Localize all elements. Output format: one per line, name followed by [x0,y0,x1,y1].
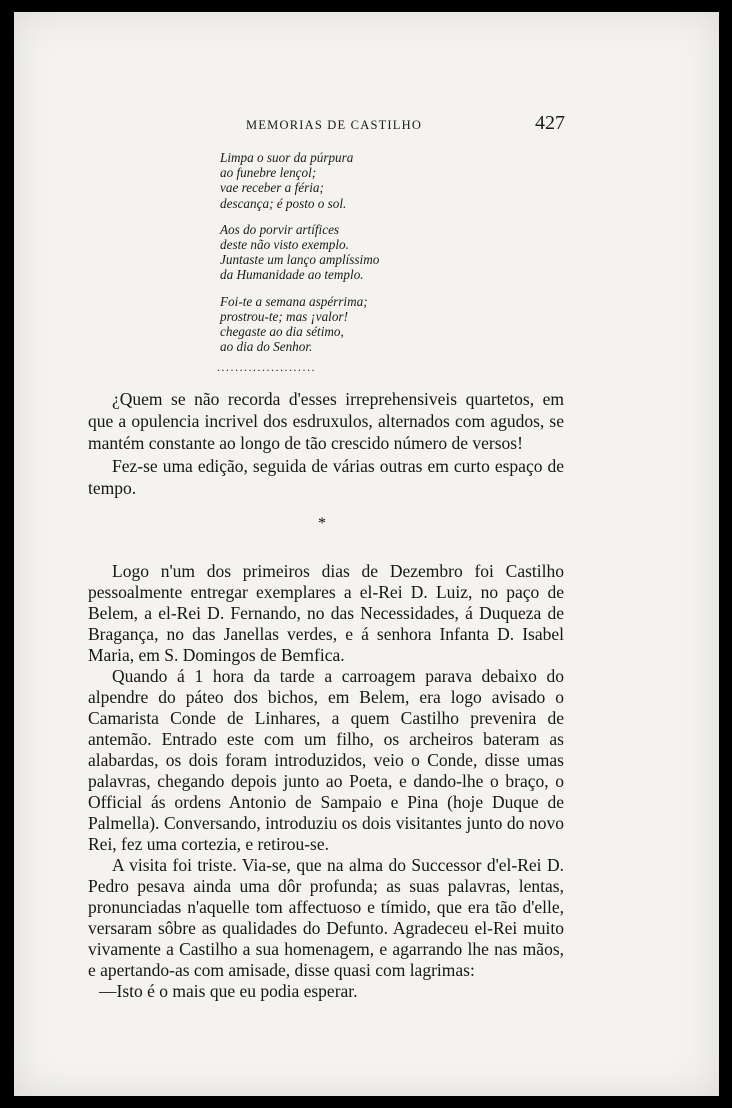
poem-line: Foi-te a semana aspérrima; [220,293,368,309]
poem-line: Aos do porvir artífices [220,221,340,237]
paragraph: Fez-se uma edição, seguida de várias outras em curto espaço de tempo. [88,455,564,498]
poem [220,150,440,365]
poem-line: Juntaste um lanço amplíssimo [220,252,380,268]
section-separator: * [318,515,326,532]
page-header [0,112,732,138]
poem-stanza [220,222,440,283]
poem-line: chegaste ao dia sétimo, [220,324,344,340]
paragraph: A visita foi triste. Via-se, que na alma do Successor d'el-Rei D. Pedro pesava ainda uma dôr profunda; as suas palavras, lentas, pronunciadas n'aquelle tom affectuoso e tímido, que era tão d'elle, versaram sôbre as qualidades do Defunto. Agradeceu el-Rei muito vivamente a Castilho a sua homenagem, e agarrando lhe nas mãos, e apertando-as com amisade, disse quasi com lagrimas: [88,855,564,980]
poem-line: vae receber a féria; [220,180,324,196]
poem-line: ao funebre lençol; [220,165,317,181]
paragraph: ¿Quem se não recorda d'esses irreprehensiveis quartetos, em que a opulencia incrivel dos esdruxulos, alternados com agudos, se mantém constante ao longo de tão crescido número de versos! [88,389,564,454]
running-title: MEMORIAS DE CASTILHO [246,118,423,132]
page-number: 427 [535,112,565,134]
poem-ellipsis: ...................... [217,360,316,374]
body-text-section [88,561,564,1002]
poem-line: Limpa o suor da púrpura [220,150,354,165]
body-text [88,388,564,499]
quoted-speech: —Isto é o mais que eu podia esperar. [99,981,358,1001]
poem-stanza [220,150,440,211]
poem-line: descança; é posto o sol. [220,195,347,211]
poem-line: deste não visto exemplo. [220,237,349,253]
poem-line: da Humanidade ao templo. [220,267,364,283]
paragraph: Quando á 1 hora da tarde a carroagem parava debaixo do alpendre do páteo dos bichos, em Belem, era logo avisado o Camarista Conde de Linhares, a quem Castilho prevenira de antemão. Entrado este com um filho, os archeiros bateram as alabardas, os dois foram introduzidos, veio o Conde, disse umas palavras, chegando depois junto ao Poeta, e dando-lhe o braço, o Official ás ordens Antonio de Sampaio e Pina (hoje Duque de Palmella). Conversando, introduziu os dois visitantes junto do novo Rei, fez uma cortezia, e retirou-se. [88,666,564,854]
poem-stanza [220,294,440,355]
poem-line: prostrou-te; mas ¡valor! [220,308,348,324]
paragraph: Logo n'um dos primeiros dias de Dezembro foi Castilho pessoalmente entregar exemplares a el-Rei D. Luiz, no paço de Belem, a el-Rei D. Fernando, no das Necessidades, á Duqueza de Bragança, no das Janellas verdes, e á senhora Infanta D. Isabel Maria, em S. Domingos de Bemfica. [88,561,564,665]
poem-line: ao dia do Senhor. [220,339,313,355]
